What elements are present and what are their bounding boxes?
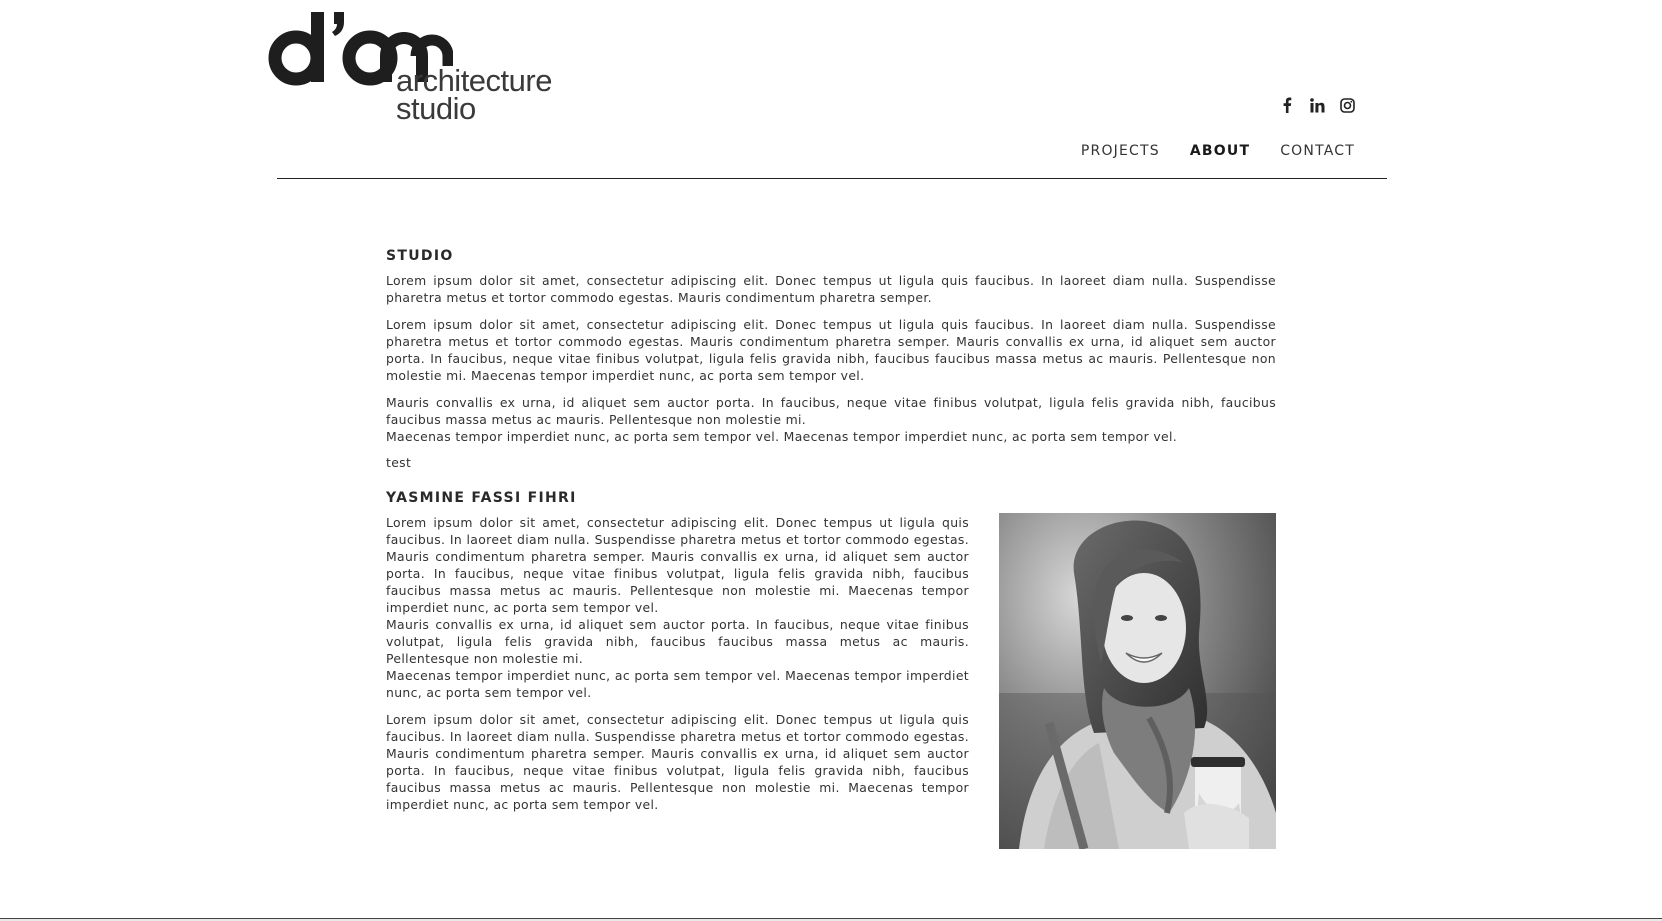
person-heading: YASMINE FASSI FIHRI — [386, 490, 577, 506]
facebook-icon[interactable] — [1278, 96, 1296, 114]
main-nav — [1081, 143, 1355, 159]
instagram-icon[interactable] — [1338, 96, 1356, 114]
studio-paragraph-3a: Mauris convallis ex urna, id aliquet sem auctor porta. In faucibus, neque vitae finibus volutpat, ligula felis gravida nibh, faucibus faucibus massa metus ac mauris. Pellentesque non molestie mi. — [386, 395, 1276, 427]
site-logo[interactable] — [268, 6, 568, 126]
person-paragraph-1b: Mauris convallis ex urna, id aliquet sem auctor porta. In faucibus, neque vitae finibus volutpat, ligula felis gravida nibh, faucibus faucibus massa metus ac mauris. Pellentesque non molestie mi. — [386, 617, 969, 666]
nav-projects[interactable]: PROJECTS — [1080, 143, 1160, 159]
footer-rule — [0, 918, 1662, 919]
person-paragraph-1c: Maecenas tempor imperdiet nunc, ac porta sem tempor vel. Maecenas tempor imperdiet nunc, ac porta sem tempor vel. — [386, 668, 969, 700]
studio-test-text: test — [386, 455, 412, 470]
studio-section — [386, 248, 1276, 470]
studio-paragraph-2: Lorem ipsum dolor sit amet, consectetur adipiscing elit. Donec tempus ut ligula quis faucibus. In laoreet diam nulla. Suspendisse pharetra metus et tortor commodo egestas. Mauris condimentum pharetra semper. Mauris convallis ex urna, id aliquet sem auctor porta. In faucibus, neque vitae finibus volutpat, ligula felis gravida nibh, faucibus faucibus massa metus ac mauris. Pellentesque non molestie mi. Maecenas tempor imperdiet nunc, ac porta sem tempor vel. — [386, 317, 1276, 383]
person-row — [386, 514, 1276, 849]
studio-paragraph-3b: Maecenas tempor imperdiet nunc, ac porta sem tempor vel. Maecenas tempor imperdiet nunc, ac porta sem tempor vel. — [386, 429, 1178, 444]
person-section — [386, 490, 1276, 849]
portrait-image-icon — [999, 513, 1276, 849]
studio-heading: STUDIO — [386, 248, 454, 264]
person-paragraph-1a: Lorem ipsum dolor sit amet, consectetur adipiscing elit. Donec tempus ut ligula quis faucibus. In laoreet diam nulla. Suspendisse pharetra metus et tortor commodo egestas. Mauris condimentum pharetra semper. Mauris convallis ex urna, id aliquet sem auctor porta. In faucibus, neque vitae finibus volutpat, ligula felis gravida nibh, faucibus faucibus massa metus ac mauris. Pellentesque non molestie mi. Maecenas tempor imperdiet nunc, ac porta sem tempor vel. — [386, 515, 969, 615]
social-links — [1278, 96, 1356, 114]
studio-paragraph-1: Lorem ipsum dolor sit amet, consectetur adipiscing elit. Donec tempus ut ligula quis faucibus. In laoreet diam nulla. Suspendisse pharetra metus et tortor commodo egestas. Mauris condimentum pharetra semper. — [386, 273, 1276, 305]
nav-contact[interactable]: CONTACT — [1280, 143, 1355, 159]
person-bio — [386, 514, 969, 849]
logo-word-architecture: architecture — [396, 63, 552, 98]
site-header — [0, 0, 1662, 180]
person-photo — [999, 513, 1276, 849]
linkedin-icon[interactable] — [1308, 96, 1326, 114]
logo-word-studio: studio — [396, 91, 476, 126]
person-paragraph-2: Lorem ipsum dolor sit amet, consectetur adipiscing elit. Donec tempus ut ligula quis faucibus. In laoreet diam nulla. Suspendisse pharetra metus et tortor commodo egestas. Mauris condimentum pharetra semper. Mauris convallis ex urna, id aliquet sem auctor porta. In faucibus, neque vitae finibus volutpat, ligula felis gravida nibh, faucibus faucibus massa metus ac mauris. Pellentesque non molestie mi. Maecenas tempor imperdiet nunc, ac porta sem tempor vel. — [386, 712, 969, 812]
header-divider — [277, 178, 1387, 179]
nav-about[interactable]: ABOUT — [1189, 143, 1251, 159]
about-content — [386, 248, 1276, 849]
